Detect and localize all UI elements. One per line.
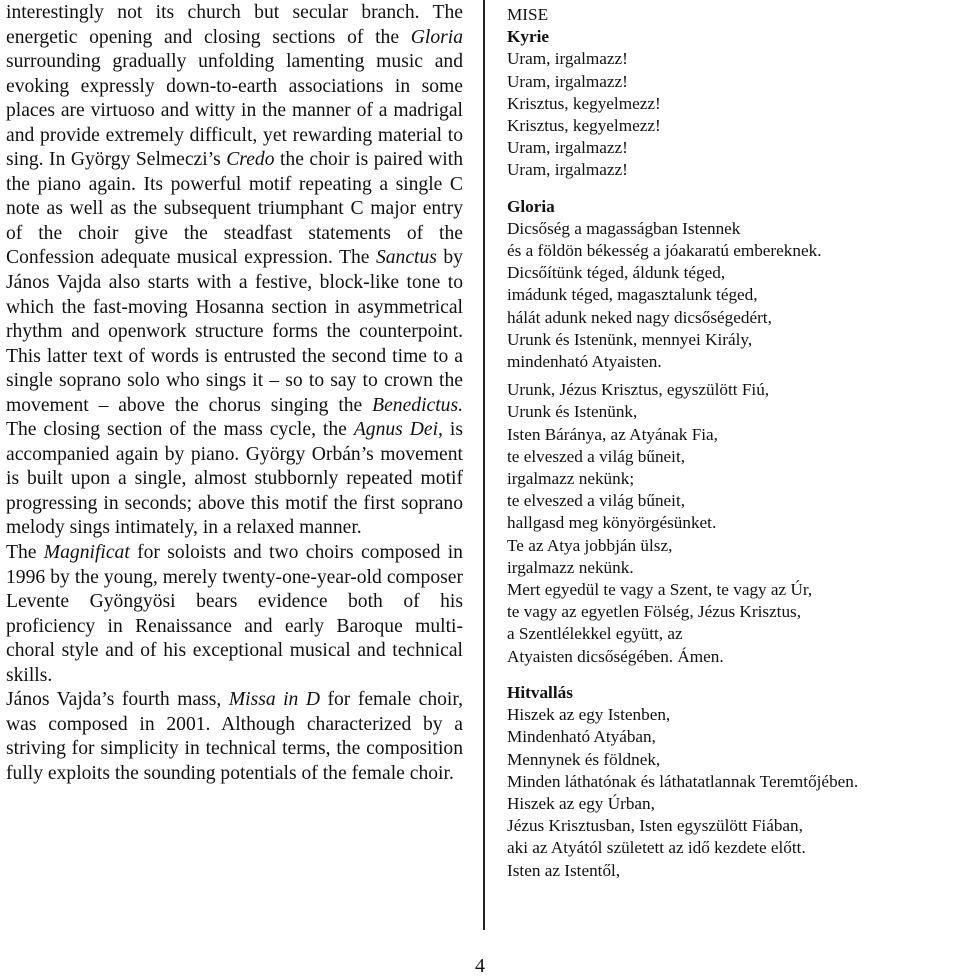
liturgy-column	[507, 4, 959, 882]
text-run: the choir is paired with the piano again. Its powerful motif repeating a single C note as well as the subsequent triumphant C major entry of the choir give the steadfast statements of the Confession adequate musical expression. The	[6, 149, 463, 269]
verse-line: Uram, irgalmazz!	[507, 71, 628, 91]
verse-line: Atyaisten dicsőségében. Ámen.	[507, 646, 724, 666]
verse-line: mindenható Atyaisten.	[507, 352, 662, 372]
kyrie-heading: Kyrie	[507, 27, 549, 47]
text-run: for female choir, was composed in 2001. Although characterized by a striving for simplicity in technical terms, the composition fully exploits the sounding potentials of the female choir.	[6, 689, 463, 784]
essay-column	[6, 1, 463, 787]
text-run: surrounding gradually unfolding lamenting music and evoking expressly down-to-earth associations in some places are virtuoso and witty in the manner of a madrigal and provide extremely difficult, yet rewarding material to sing. In György Selmeczi’s	[6, 51, 463, 171]
verse-line: Uram, irgalmazz!	[507, 160, 628, 180]
credo-heading: Hitvallás	[507, 682, 573, 702]
verse-line: Isten az Istentől,	[507, 860, 621, 880]
essay-paragraph	[6, 688, 463, 786]
verse-line: Minden láthatónak és láthatatlannak Teremtőjében.	[507, 771, 859, 791]
verse-line: Uram, irgalmazz!	[507, 138, 628, 158]
mass-title: MISE	[507, 5, 549, 24]
text-run: for soloists and two choirs composed in 1996 by the young, merely twenty-one-year-old composer Levente Gyöngyösi bears evidence both of his proficiency in Renaissance and early Baroque multi-choral style and of his exceptional musical and technical skills.	[6, 542, 463, 686]
italic-title: Sanctus	[375, 247, 437, 269]
verse-line: a Szentlélekkel együtt, az	[507, 624, 683, 644]
italic-title: Magnificat	[43, 542, 130, 564]
verse-line: imádunk téged, magasztalunk téged,	[507, 285, 758, 305]
verse-line: Urunk, Jézus Krisztus, egyszülött Fiú,	[507, 380, 770, 400]
verse-line: Urunk és Istenünk, mennyei Király,	[507, 329, 753, 349]
verse-line: Te az Atya jobbján ülsz,	[507, 535, 673, 555]
verse-line: Hiszek az egy Istenben,	[507, 705, 671, 725]
text-run: The closing section of the mass cycle, the	[6, 419, 354, 441]
text-run: interestingly not its church but secular branch. The energetic opening and closing sections of the	[6, 2, 463, 48]
essay-paragraph	[6, 1, 463, 541]
italic-title: Benedictus.	[372, 394, 463, 416]
verse-line: és a földön békesség a jóakaratú embereknek.	[507, 241, 822, 261]
kyrie-lines	[507, 48, 959, 181]
italic-title: Agnus Dei,	[353, 419, 443, 441]
verse-line: Dicsőség a magasságban Istennek	[507, 218, 741, 238]
verse-line: Mindenható Atyában,	[507, 727, 656, 747]
italic-title: Credo	[226, 149, 275, 171]
text-run: János Vajda’s fourth mass,	[6, 689, 229, 711]
essay-paragraph	[6, 541, 463, 688]
verse-line: Mennynek és földnek,	[507, 749, 661, 769]
gloria-stanza-1	[507, 218, 959, 373]
verse-line: irgalmazz nekünk.	[507, 557, 634, 577]
verse-line: aki az Atyától született az idő kezdete előtt.	[507, 838, 806, 858]
verse-line: Krisztus, kegyelmezz!	[507, 116, 661, 136]
text-run: by János Vajda also starts with a festive, block-like tone to which the fast-moving Hosanna section in asymmetrical rhythm and openwork structure forms the counterpoint. This latter text of words is entrusted the second time to a single soprano solo who sings it – so to say to crown the movement – above the chorus singing the	[6, 247, 463, 416]
verse-line: hálát adunk neked nagy dicsőségedért,	[507, 307, 772, 327]
verse-line: Krisztus, kegyelmezz!	[507, 93, 661, 113]
verse-line: Jézus Krisztusban, Isten egyszülött Fiában,	[507, 816, 803, 836]
credo-lines	[507, 704, 959, 882]
verse-line: irgalmazz nekünk;	[507, 469, 635, 489]
column-divider	[483, 0, 485, 930]
verse-line: te elveszed a világ bűneit,	[507, 446, 686, 466]
verse-line: Mert egyedül te vagy a Szent, te vagy az Úr,	[507, 580, 813, 600]
italic-title: Gloria	[410, 26, 463, 48]
gloria-stanza-2	[507, 379, 959, 668]
verse-line: Hiszek az egy Úrban,	[507, 793, 655, 813]
verse-line: Dicsőítünk téged, áldunk téged,	[507, 263, 726, 283]
verse-line: Uram, irgalmazz!	[507, 49, 628, 69]
text-run: is accompanied again by piano. György Orbán’s movement is built upon a single, almost stubbornly repeated motif progressing in seconds; above this motif the first soprano melody sings intimately, in a relaxed manner.	[6, 419, 463, 539]
verse-line: Isten Báránya, az Atyának Fia,	[507, 424, 718, 444]
verse-line: te vagy az egyetlen Fölség, Jézus Krisztus,	[507, 602, 802, 622]
verse-line: hallgasd meg könyörgésünket.	[507, 513, 717, 533]
italic-title: Missa in D	[228, 689, 320, 711]
verse-line: te elveszed a világ bűneit,	[507, 491, 686, 511]
verse-line: Urunk és Istenünk,	[507, 402, 638, 422]
text-run: The	[6, 542, 44, 564]
page-number: 4	[475, 955, 485, 977]
gloria-heading: Gloria	[507, 196, 555, 216]
